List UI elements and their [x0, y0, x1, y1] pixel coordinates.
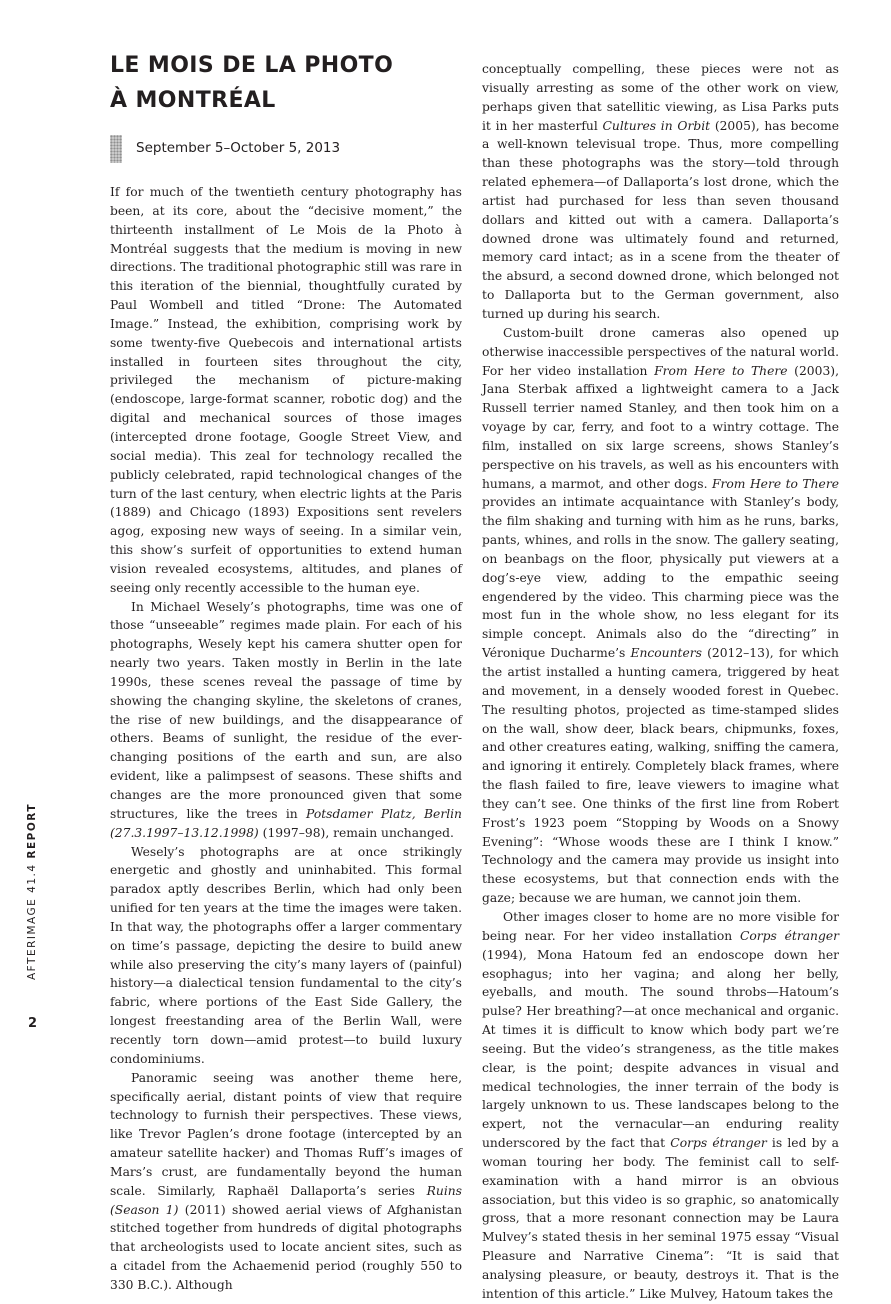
artwork-title: Ruins (Season 1)	[110, 1183, 462, 1217]
title-line-1: LE MOIS DE LA PHOTO	[110, 53, 394, 78]
publication-issue: AFTERIMAGE 41.4	[26, 863, 38, 980]
artwork-title: Corps étranger	[670, 1136, 767, 1151]
paragraph: If for much of the twentieth century photography has been, at its core, about the “decisive moment,” the thirteenth installment of Le Mois de la Photo à Montréal suggests that the medium is moving in new directions. The traditional photographic still was rare in this iteration of the biennial, thoughtfully curated by Paul Wombell and titled “Drone: The Automated Image.” Instead, the exhibition, comprising work by some twenty-five Quebecois and international artists installed in fourteen sites throughout the city, privileged the mechanism of picture-making (endoscope, large-format scanner, robotic dog) and the digital and mechanical sources of those images (intercepted drone footage, Google Street View, and social media). This zeal for technology recalled the publicly celebrated, rapid technological changes of the turn of the last century, when electric lights at the Paris (1889) and Chicago (1893) Expositions sent revelers agog, exposing new ways of seeing. In a similar vein, this show’s surfeit of opportunities to extend human vision revealed ecosystems, altitudes, and planes of seeing only recently accessible to the human eye.	[110, 185, 462, 595]
paragraph: Other images closer to home are no more visible for being near. For her video installation Corps étranger (1994), Mona Hatoum fed an endoscope down her esophagus; into her vagina; and along her belly, eyeballs, and mouth. The sound throbs—Hatoum’s pulse? Her breathing?—at once mechanical and organic. At times it is difficult to know which body part we’re seeing. But the video’s strangeness, as the title makes clear, is the point; despite advances in visual and medical technologies, the inner terrain of the body is largely unknown to us. These landscapes belong to the expert, not the vernacular—an enduring reality underscored by the fact that Corps étranger is led by a woman touring her body. The feminist call to self-examination with a hand mirror is an obvious association, but this video is so graphic, so anatomically gross, that a more resonant connection may be Laura Mulvey’s stated thesis in her seminal 1975 essay “Visual Pleasure and Narrative Cinema”: “It is said that analysing pleasure, or beauty, destroys it. That is the intention of this article.” Like Mulvey, Hatoum takes the	[482, 909, 839, 1301]
artwork-title: Potsdamer Platz, Berlin (27.3.1997–13.12.1998)	[110, 806, 462, 840]
artwork-title: Encounters	[630, 646, 702, 661]
title-line-2: À MONTRÉAL	[110, 88, 276, 113]
artwork-title: From Here to There	[654, 363, 788, 378]
book-title: Cultures in Orbit	[602, 118, 711, 133]
dates-marker-decoration	[110, 135, 122, 163]
paragraph: Wesely’s photographs are at once strikingly energetic and ghostly and uninhabited. This formal paradox aptly describes Berlin, which had only been unified for ten years at the time the images were taken. In that way, the photographs offer a larger commentary on time’s passage, depicting the desire to build anew while also preserving the city’s many layers of (painful) history—a dialectical tension fundamental to the city’s fabric, where portions of the East Side Gallery, the longest freestanding area of the Berlin Wall, were recently torn down—amid protest—to build luxury condominiums.	[110, 844, 462, 1066]
page-number: 2	[28, 1016, 38, 1031]
right-column	[482, 60, 839, 1301]
section-label: REPORT	[26, 802, 38, 859]
article-title	[110, 48, 440, 118]
paragraph: Panoramic seeing was another theme here, specifically aerial, distant points of view that require technology to furnish their perspectives. These views, like Trevor Paglen’s drone footage (intercepted by an amateur satellite hacker) and Thomas Ruff’s images of Mars’s crust, are fundamentally beyond the human scale. Similarly, Raphaël Dallaporta’s series Ruins (Season 1) (2011) showed aerial views of Afghanistan stitched together from hundreds of digital photographs that archeologists used to locate ancient sites, such as a citadel from the Achaemenid period (roughly 550 to 330 B.C.). Although	[110, 1070, 462, 1292]
exhibition-dates: September 5–October 5, 2013	[136, 140, 341, 156]
paragraph: conceptually compelling, these pieces were not as visually arresting as some of the other work on view, perhaps given that satellitic viewing, as Lisa Parks puts it in her masterful Cultures in Orbit (2005), has become a well-known televisual trope. Thus, more compelling than these photographs was the story—told through related ephemera—of Dallaporta’s lost drone, which the artist had purchased for less than seven thousand dollars and kitted out with a camera. Dallaporta’s downed drone was ultimately found and returned, memory card intact; as in a scene from the theater of the absurd, a second downed drone, which belonged not to Dallaporta but to the German government, also turned up during his search.	[482, 62, 839, 321]
running-head	[26, 803, 38, 980]
paragraph: In Michael Wesely’s photographs, time was one of those “unseeable” regimes made plain. For each of his photographs, Wesely kept his camera shutter open for nearly two years. Taken mostly in Berlin in the late 1990s, these scenes reveal the passage of time by showing the changing skyline, the skeletons of cranes, the rise of new buildings, and the disappearance of others. Beams of sunlight, the residue of the ever-changing positions of the earth and sun, are also evident, like a palimpsest of seasons. These shifts and changes are the more pronounced given that some structures, like the trees in Potsdamer Platz, Berlin (27.3.1997–13.12.1998) (1997–98), remain unchanged.	[110, 599, 462, 840]
paragraph: Custom-built drone cameras also opened up otherwise inaccessible perspectives of the natural world. For her video installation From Here to There (2003), Jana Sterbak affixed a lightweight camera to a Jack Russell terrier named Stanley, and then took him on a voyage by car, ferry, and foot to a wintry cottage. The film, installed on six large screens, shows Stanley’s perspective on his travels, as well as his encounters with humans, a marmot, and other dogs. From Here to There provides an intimate acquaintance with Stanley’s body, the film shaking and turning with him as he runs, barks, pants, whines, and rolls in the snow. The gallery seating, on beanbags on the floor, physically put viewers at a dog’s-eye view, adding to the empathic seeing engendered by the video. This charming piece was the most fun in the whole show, no less elegant for its simple concept. Animals also do the “directing” in Véronique Ducharme’s Encounters (2012–13), for which the artist installed a hunting camera, triggered by heat and movement, in a densely wooded forest in Quebec. The resulting photos, projected as time-stamped slides on the wall, show deer, black bears, chipmunks, foxes, and other creatures eating, walking, sniffing the camera, and ignoring it entirely. Completely black frames, where the flash failed to fire, leave viewers to imagine what they can’t see. One thinks of the first line from Robert Frost’s 1923 poem “Stopping by Woods on a Snowy Evening”: “Whose woods these are I think I know.” Technology and the camera may provide us insight into these ecosystems, but that connection ends with the gaze; because we are human, we cannot join them.	[482, 325, 839, 906]
artwork-title: From Here to There	[711, 476, 839, 491]
left-column	[110, 183, 462, 1292]
artwork-title: Corps étranger	[739, 928, 839, 943]
